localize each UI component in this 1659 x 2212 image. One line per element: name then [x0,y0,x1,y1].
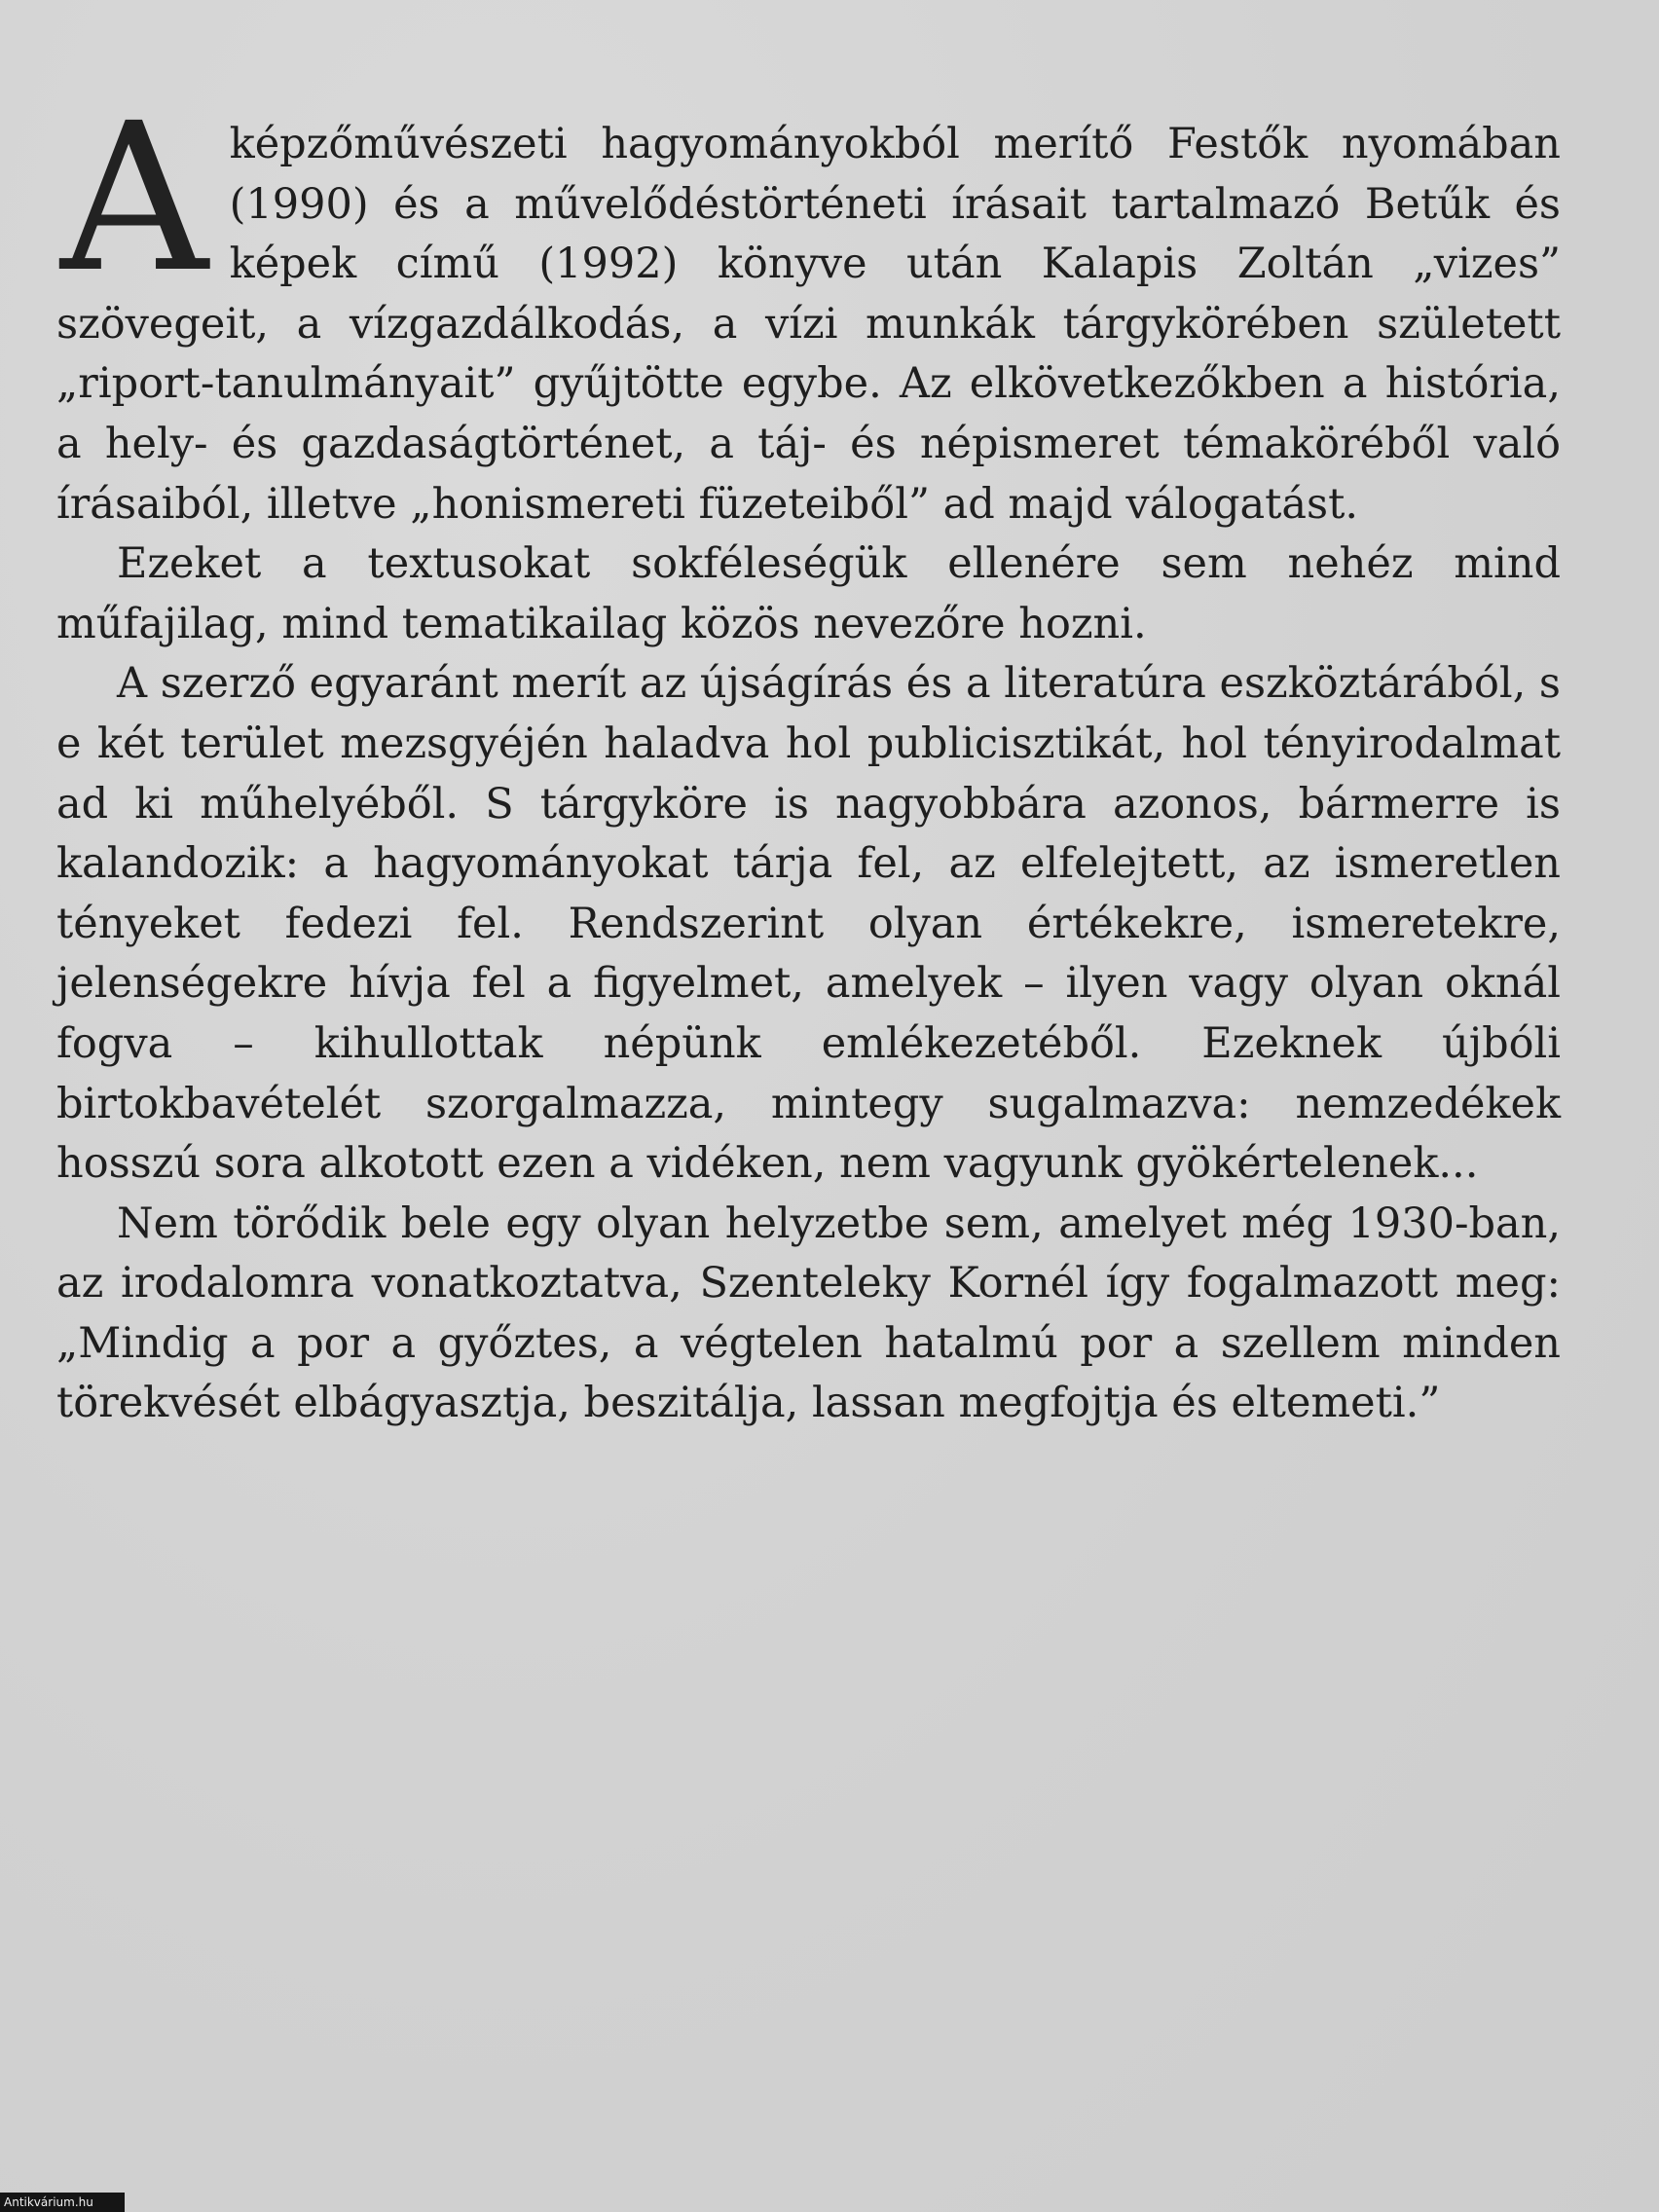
body-text [56,79,1561,1434]
paragraph-1 [56,79,1561,535]
paragraph-1-text: képzőművészeti hagyományokból merítő Festők nyomában (1990) és a művelődéstörténeti írásait tartalmazó Betűk és képek című (1992) könyve után Kalapis Zoltán „vizes” szövegeit, a vízgazdálkodás, a vízi munkák tárgykörében született „riport-tanulmányait” gyűjtötte egybe. Az elkövetkezőkben a história, a hely- és gazdaságtörténet, a táj- és népismeret témaköréből való írásaiból, illetve „honismereti füzeteiből” ad majd válogatást. [56,120,1561,529]
paragraph-4: Nem törődik bele egy olyan helyzetbe sem, amelyet még 1930-ban, az irodalomra vonatkoztatva, Szenteleky Kornél így fogalmazott meg: „Mindig a por a győztes, a végtelen hatalmú por a szellem minden törekvését elbágyasztja, beszitálja, lassan megfojtja és eltemeti.” [56,1198,1561,1428]
paragraph-3: A szerző egyaránt merít az újságírás és a literatúra eszköztárából, s e két terület mezsgyéjén haladva hol publicisztikát, hol tényirodalmat ad ki műhelyéből. S tárgyköre is nagyobbára azonos, bármerre is kalandozik: a hagyományokat tárja fel, az elfelejtett, az ismeretlen tényeket fedezi fel. Rendszerint olyan értékekre, ismeretekre, jelenségekre hívja fel a figyelmet, amelyek – ilyen vagy olyan oknál fogva – kihullottak népünk emlékezetéből. Ezeknek újbóli birtokbavételét szorgalmazza, mintegy sugalmazva: nemzedékek hosszú sora alkotott ezen a vidéken, nem vagyunk gyökértelenek... [56,659,1561,1189]
drop-cap: A [60,79,208,317]
source-watermark: Antikvárium.hu [0,2193,125,2212]
paragraph-2: Ezeket a textusokat sokféleségük ellenére sem nehéz mind műfajilag, mind tematikailag közös nevezőre hozni. [56,539,1561,648]
